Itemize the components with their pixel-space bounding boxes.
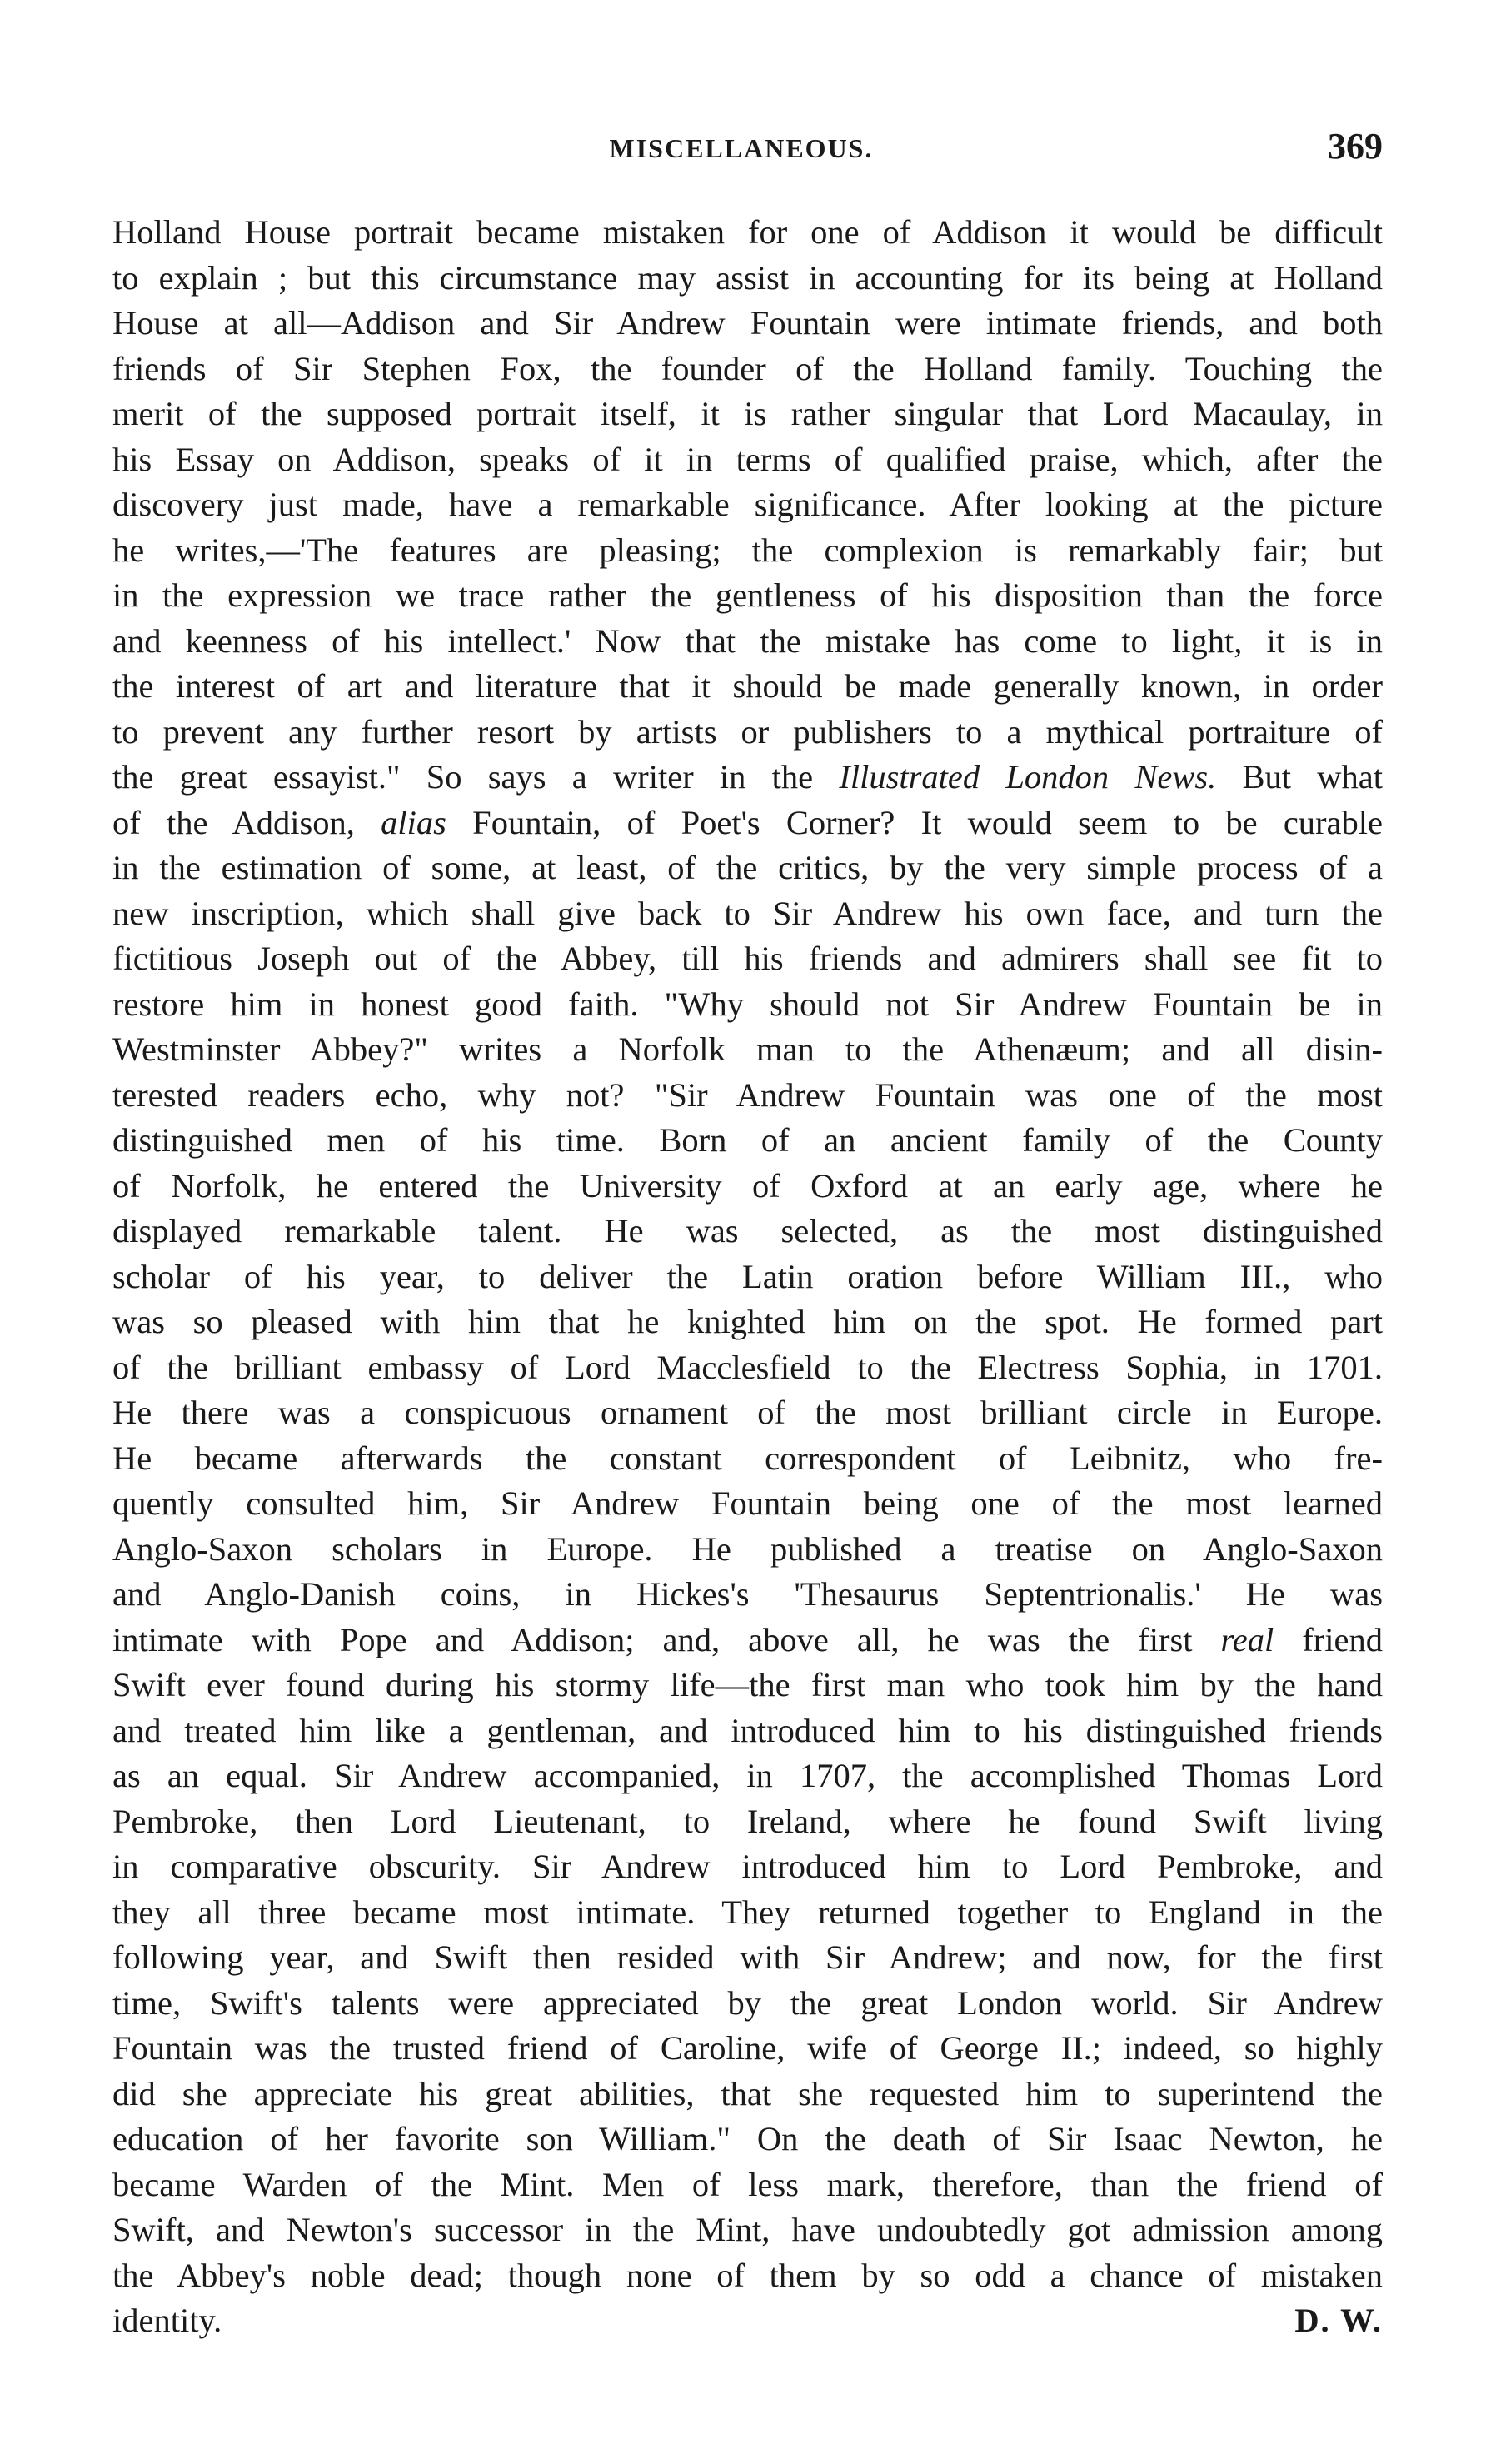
text-line: became Warden of the Mint. Men of less mark, therefore, than the friend of: [112, 2165, 1383, 2203]
line-text: of the Addison,: [112, 803, 381, 841]
line-text: friend: [1274, 1620, 1383, 1658]
text-line: Fountain was the trusted friend of Caroline, wife of George II.; indeed, so highly: [112, 2029, 1383, 2067]
text-line: time, Swift's talents were appreciated by the great London world. Sir Andrew: [112, 1983, 1383, 2022]
text-line: to explain ; but this circumstance may assist in accounting for its being at Holland: [112, 258, 1383, 297]
text-line: the interest of art and literature that it should be made generally known, in order: [112, 667, 1383, 705]
text-line: Swift, and Newton's successor in the Mint, have undoubtedly got admission among: [112, 2211, 1383, 2248]
text-line: [112, 1618, 1383, 1663]
text-line: Holland House portrait became mistaken for one of Addison it would be difficult: [112, 213, 1383, 251]
text-line: and treated him like a gentleman, and introduced him to his distinguished friends: [112, 1711, 1383, 1749]
text-line: to prevent any further resort by artists or publishers to a mythical portraiture of: [112, 712, 1383, 751]
text-line: they all three became most intimate. They returned together to England in the: [112, 1893, 1383, 1931]
text-line: He became afterwards the constant correspondent of Leibnitz, who fre-: [112, 1439, 1383, 1477]
text-line: his Essay on Addison, speaks of it in terms of qualified praise, which, after the: [112, 440, 1383, 478]
text-line: distinguished men of his time. Born of an ancient family of the County: [112, 1121, 1383, 1159]
text-line: House at all—Addison and Sir Andrew Fountain were intimate friends, and both: [112, 304, 1383, 342]
line-text: But what: [1216, 758, 1383, 796]
text-line: of Norfolk, he entered the University of Oxford at an early age, where he: [112, 1166, 1383, 1205]
closing-line: [112, 2298, 1383, 2344]
text-line: new inscription, which shall give back to Sir Andrew his own face, and turn the: [112, 894, 1383, 932]
page-number: 369: [1328, 126, 1383, 167]
text-line: discovery just made, have a remarkable significance. After looking at the picture: [112, 486, 1383, 523]
text-line: and keenness of his intellect.' Now that the mistake has come to light, it is in: [112, 621, 1383, 660]
line-text: Fountain, of Poet's Corner? It would seem to be curable: [446, 803, 1383, 841]
text-line: displayed remarkable talent. He was selected, as the most distinguished: [112, 1212, 1383, 1249]
text-line: [112, 755, 1383, 801]
italic-word: real: [1220, 1620, 1274, 1658]
last-word: identity.: [112, 2302, 222, 2339]
text-line: fictitious Joseph out of the Abbey, till his friends and admirers shall see fit to: [112, 940, 1383, 977]
text-line: merit of the supposed portrait itself, it is rather singular that Lord Macaulay, in: [112, 395, 1383, 432]
text-line: did she appreciate his great abilities, that she requested him to superintend the: [112, 2074, 1383, 2112]
text-line: and Anglo-Danish coins, in Hickes's 'Thesaurus Septentrionalis.' He was: [112, 1575, 1383, 1613]
text-line: in the estimation of some, at least, of the critics, by the very simple process of a: [112, 849, 1383, 886]
text-line: in the expression we trace rather the gentleness of his disposition than the force: [112, 576, 1383, 614]
page-header: [100, 125, 1383, 175]
italic-word: alias: [381, 803, 446, 841]
text-line: Pembroke, then Lord Lieutenant, to Ireland, where he found Swift living: [112, 1802, 1383, 1840]
text-line: he writes,—'The features are pleasing; the complexion is remarkably fair; but: [112, 531, 1383, 569]
line-text: the great essayist." So says a writer in the: [112, 758, 840, 796]
text-line: was so pleased with him that he knighted him on the spot. He formed part: [112, 1303, 1383, 1340]
text-line: education of her favorite son William." On the death of Sir Isaac Newton, he: [112, 2120, 1383, 2157]
text-line: friends of Sir Stephen Fox, the founder of the Holland family. Touching the: [112, 349, 1383, 387]
author-signature: D. W.: [1294, 2302, 1383, 2339]
running-head: MISCELLANEOUS.: [609, 133, 874, 163]
text-line: Westminster Abbey?" writes a Norfolk man to the Athenæum; and all disin-: [112, 1030, 1383, 1068]
text-line: terested readers echo, why not? "Sir Andrew Fountain was one of the most: [112, 1075, 1383, 1114]
text-line: [112, 801, 1383, 846]
text-line: Anglo-Saxon scholars in Europe. He published a treatise on Anglo-Saxon: [112, 1529, 1383, 1568]
text-line: of the brilliant embassy of Lord Macclesfield to the Electress Sophia, in 1701.: [112, 1348, 1383, 1386]
line-text: intimate with Pope and Addison; and, above all, he was the first: [112, 1620, 1221, 1658]
text-line: quently consulted him, Sir Andrew Fountain being one of the most learned: [112, 1484, 1383, 1522]
text-line: Swift ever found during his stormy life—the first man who took him by the hand: [112, 1666, 1383, 1703]
text-line: as an equal. Sir Andrew accompanied, in 1707, the accomplished Thomas Lord: [112, 1757, 1383, 1794]
text-line: in comparative obscurity. Sir Andrew introduced him to Lord Pembroke, and: [112, 1848, 1383, 1885]
text-line: He there was a conspicuous ornament of the most brilliant circle in Europe.: [112, 1394, 1383, 1431]
text-line: scholar of his year, to deliver the Latin oration before William III., who: [112, 1257, 1383, 1295]
text-line: restore him in honest good faith. "Why should not Sir Andrew Fountain be in: [112, 985, 1383, 1023]
text-line: following year, and Swift then resided with Sir Andrew; and now, for the first: [112, 1938, 1383, 1976]
text-line: the Abbey's noble dead; though none of them by so odd a chance of mistaken: [112, 2256, 1383, 2294]
body-text: [112, 210, 1383, 2344]
periodical-title: Illustrated London News.: [839, 758, 1217, 796]
